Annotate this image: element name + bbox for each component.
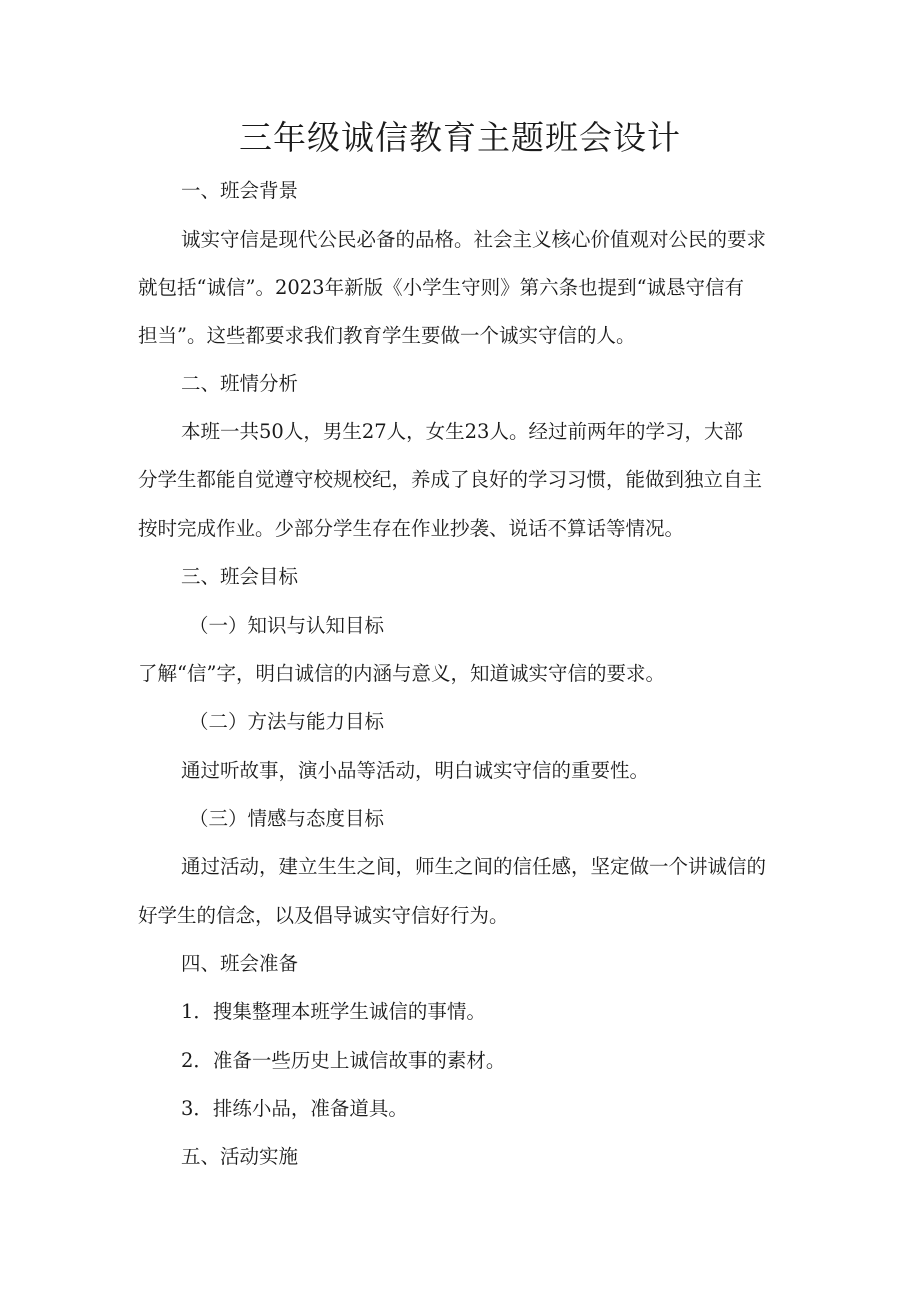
paragraph-line: 通过活动，建立生生之间，师生之间的信任感，坚定做一个讲诚信的 xyxy=(181,855,767,878)
document-title: 三年级诚信教育主题班会设计 xyxy=(239,118,681,157)
paragraph-line: 就包括“诚信”。2023年新版《小学生守则》第六条也提到“诚恳守信有 xyxy=(138,276,745,299)
section-heading-goals: 三、班会目标 xyxy=(181,565,299,588)
subheading-knowledge: （一）知识与认知目标 xyxy=(189,614,385,637)
list-item: 1．搜集整理本班学生诚信的事情。 xyxy=(181,1000,486,1023)
section-heading-background: 一、班会背景 xyxy=(181,179,299,202)
paragraph-line: 担当”。这些都要求我们教育学生要做一个诚实守信的人。 xyxy=(138,324,636,347)
section-heading-implementation: 五、活动实施 xyxy=(181,1145,299,1168)
section-heading-preparation: 四、班会准备 xyxy=(181,952,299,975)
list-item: 3．排练小品，准备道具。 xyxy=(181,1097,408,1120)
section-heading-analysis: 二、班情分析 xyxy=(181,372,299,395)
subheading-emotion: （三）情感与态度目标 xyxy=(189,807,385,830)
paragraph-line: 了解“信”字，明白诚信的内涵与意义，知道诚实守信的要求。 xyxy=(138,662,665,685)
paragraph-line: 本班一共50人，男生27人，女生23人。经过前两年的学习，大部 xyxy=(181,420,743,443)
paragraph-line: 按时完成作业。少部分学生存在作业抄袭、说话不算话等情况。 xyxy=(138,517,685,540)
paragraph-line: 诚实守信是现代公民必备的品格。社会主义核心价值观对公民的要求 xyxy=(181,228,767,251)
paragraph-line: 分学生都能自觉遵守校规校纪，养成了良好的学习习惯，能做到独立自主 xyxy=(138,468,763,491)
paragraph-line: 通过听故事，演小品等活动，明白诚实守信的重要性。 xyxy=(181,759,650,782)
list-item: 2．准备一些历史上诚信故事的素材。 xyxy=(181,1049,506,1072)
paragraph-line: 好学生的信念，以及倡导诚实守信好行为。 xyxy=(138,904,509,927)
subheading-method: （二）方法与能力目标 xyxy=(189,710,385,733)
